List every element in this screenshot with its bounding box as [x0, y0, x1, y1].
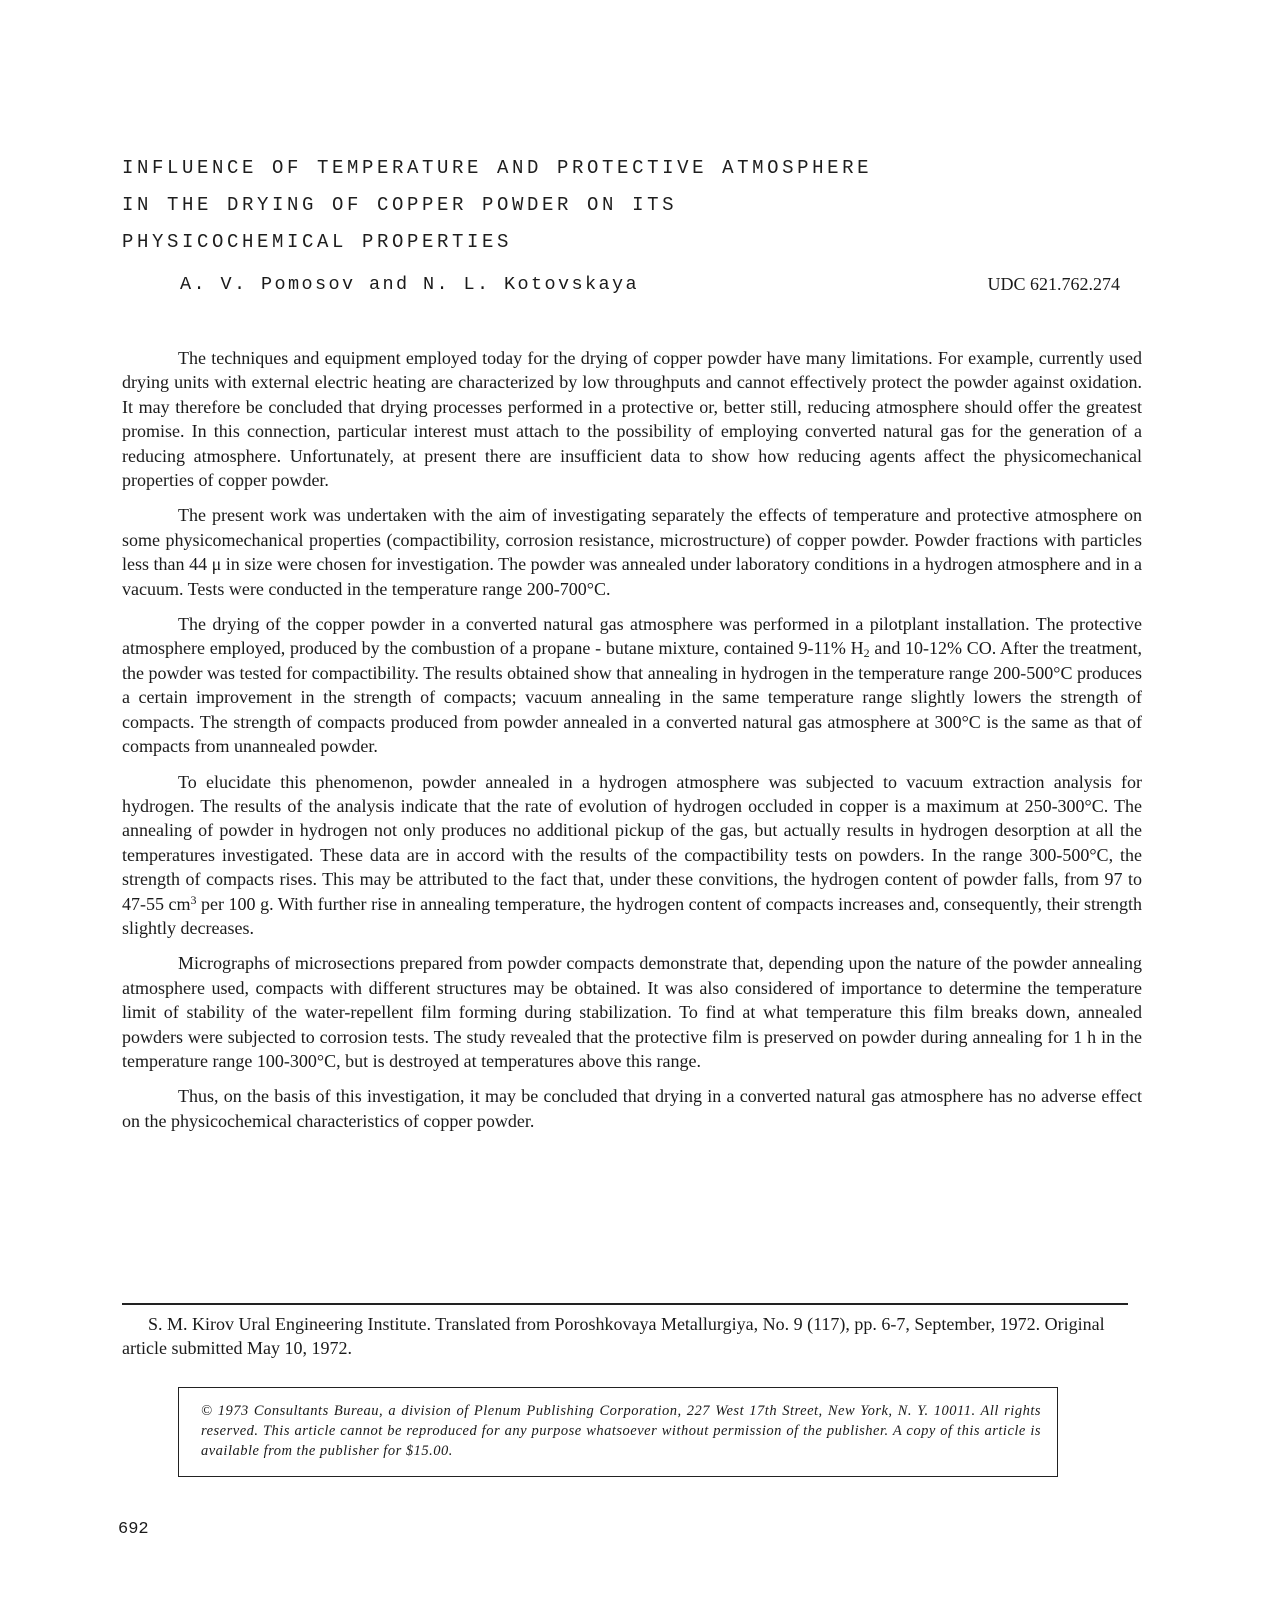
paragraph-5: Micrographs of microsections prepared from powder compacts demonstrate that, depending upon the nature of the powder annealing atmosphere used, compacts with different structures may be obtained. It was also considered of importance to determine the temperature limit of stability of the water-repellent film forming during stabilization. To find at what temperature this film breaks down, annealed powders were subjected to corrosion tests. The study revealed that the protective film is preserved on powder during annealing for 1 h in the temperature range 100-300°C, but is destroyed at temperatures above this range. — [122, 953, 1142, 1071]
paragraph-4-part-a: To elucidate this phenomenon, powder annealed in a hydrogen atmosphere was subjected to vacuum extraction analysis for hydrogen. The results of the analysis indicate that the rate of evolution of hydrogen occluded in copper is a maximum at 250-300°C. The annealing of powder in hydrogen not only produces no additional pickup of the gas, but actually results in hydrogen desorption at all the temperatures investigated. These data are in accord with the results of the compactibility tests on powders. In the range 300-500°C, the strength of compacts rises. This may be attributed to the fact that, under these convitions, the hydrogen content of powder falls, from 97 to 47-55 cm — [122, 771, 1142, 914]
h2-subscript: 2 — [863, 646, 870, 661]
article-title — [122, 150, 1122, 261]
page-number: 692 — [118, 1520, 149, 1539]
footnote-divider — [122, 1303, 1128, 1305]
copyright-text: © 1973 Consultants Bureau, a division of Plenum Publishing Corporation, 227 West 17th Street, New York, N. Y. 10011. All rights reserved. This article cannot be reproduced for any purpose whatsoever without permission of the publisher. A copy of this article is available from the publisher for $15.00. — [201, 1403, 1041, 1459]
paragraph-4 — [122, 770, 1142, 941]
title-line-2: IN THE DRYING OF COPPER POWDER ON ITS — [122, 194, 678, 216]
paragraph-3-part-b: and 10-12% CO. After the treatment, the powder was tested for compactibility. The results obtained show that annealing in hydrogen in the temperature range 200-500°C produces a certain improvement in the strength of compacts; vacuum annealing in the same temperature range slightly lowers the strength of compacts. The strength of compacts produced from powder annealed in a converted natural gas atmosphere at 300°C is the same as that of compacts from unannealed powder. — [122, 638, 1142, 757]
title-line-3: PHYSICOCHEMICAL PROPERTIES — [122, 231, 513, 253]
copyright-notice-box — [178, 1387, 1058, 1477]
article-body — [122, 346, 1142, 1144]
paragraph-4-part-b: per 100 g. With further rise in annealing temperature, the hydrogen content of compacts increases and, consequently, their strength slightly decreases. — [122, 893, 1142, 938]
affiliation-footnote: S. M. Kirov Ural Engineering Institute. Translated from Poroshkovaya Metallurgiya, No. 9 (117), pp. 6-7, September, 1972. Original article submitted May 10, 1972. — [122, 1314, 1105, 1358]
paragraph-2: The present work was undertaken with the aim of investigating separately the effects of temperature and protective atmosphere on some physicomechanical properties (compactibility, corrosion resistance, microstructure) of copper powder. Powder fractions with particles less than 44 μ in size were chosen for investigation. The powder was annealed under laboratory conditions in a hydrogen atmosphere and in a vacuum. Tests were conducted in the temperature range 200-700°C. — [122, 505, 1142, 599]
udc-code: UDC 621.762.274 — [987, 274, 1120, 294]
paragraph-1: The techniques and equipment employed today for the drying of copper powder have many limitations. For example, currently used drying units with external electric heating are characterized by low throughputs and cannot effectively protect the powder against oxidation. It may therefore be concluded that drying processes performed in a protective or, better still, reducing atmosphere should offer the greatest promise. In this connection, particular interest must attach to the possibility of employing converted natural gas for the generation of a reducing atmosphere. Unfortunately, at present there are insufficient data to show how reducing agents affect the physicomechanical properties of copper powder. — [122, 348, 1142, 491]
paragraph-3-part-a: The drying of the copper powder in a converted natural gas atmosphere was performed in a pilotplant installation. The protective atmosphere employed, produced by the combustion of a propane - butane mixture, contained 9-11% H — [122, 614, 1142, 659]
byline — [180, 274, 1120, 300]
title-line-1: INFLUENCE OF TEMPERATURE AND PROTECTIVE ATMOSPHERE — [122, 157, 873, 179]
cm3-superscript: 3 — [190, 892, 197, 907]
authors: A. V. Pomosov and N. L. Kotovskaya — [180, 274, 640, 295]
paragraph-3 — [122, 612, 1142, 758]
paragraph-6: Thus, on the basis of this investigation, it may be concluded that drying in a converted natural gas atmosphere has no adverse effect on the physicochemical characteristics of copper powder. — [122, 1086, 1142, 1131]
